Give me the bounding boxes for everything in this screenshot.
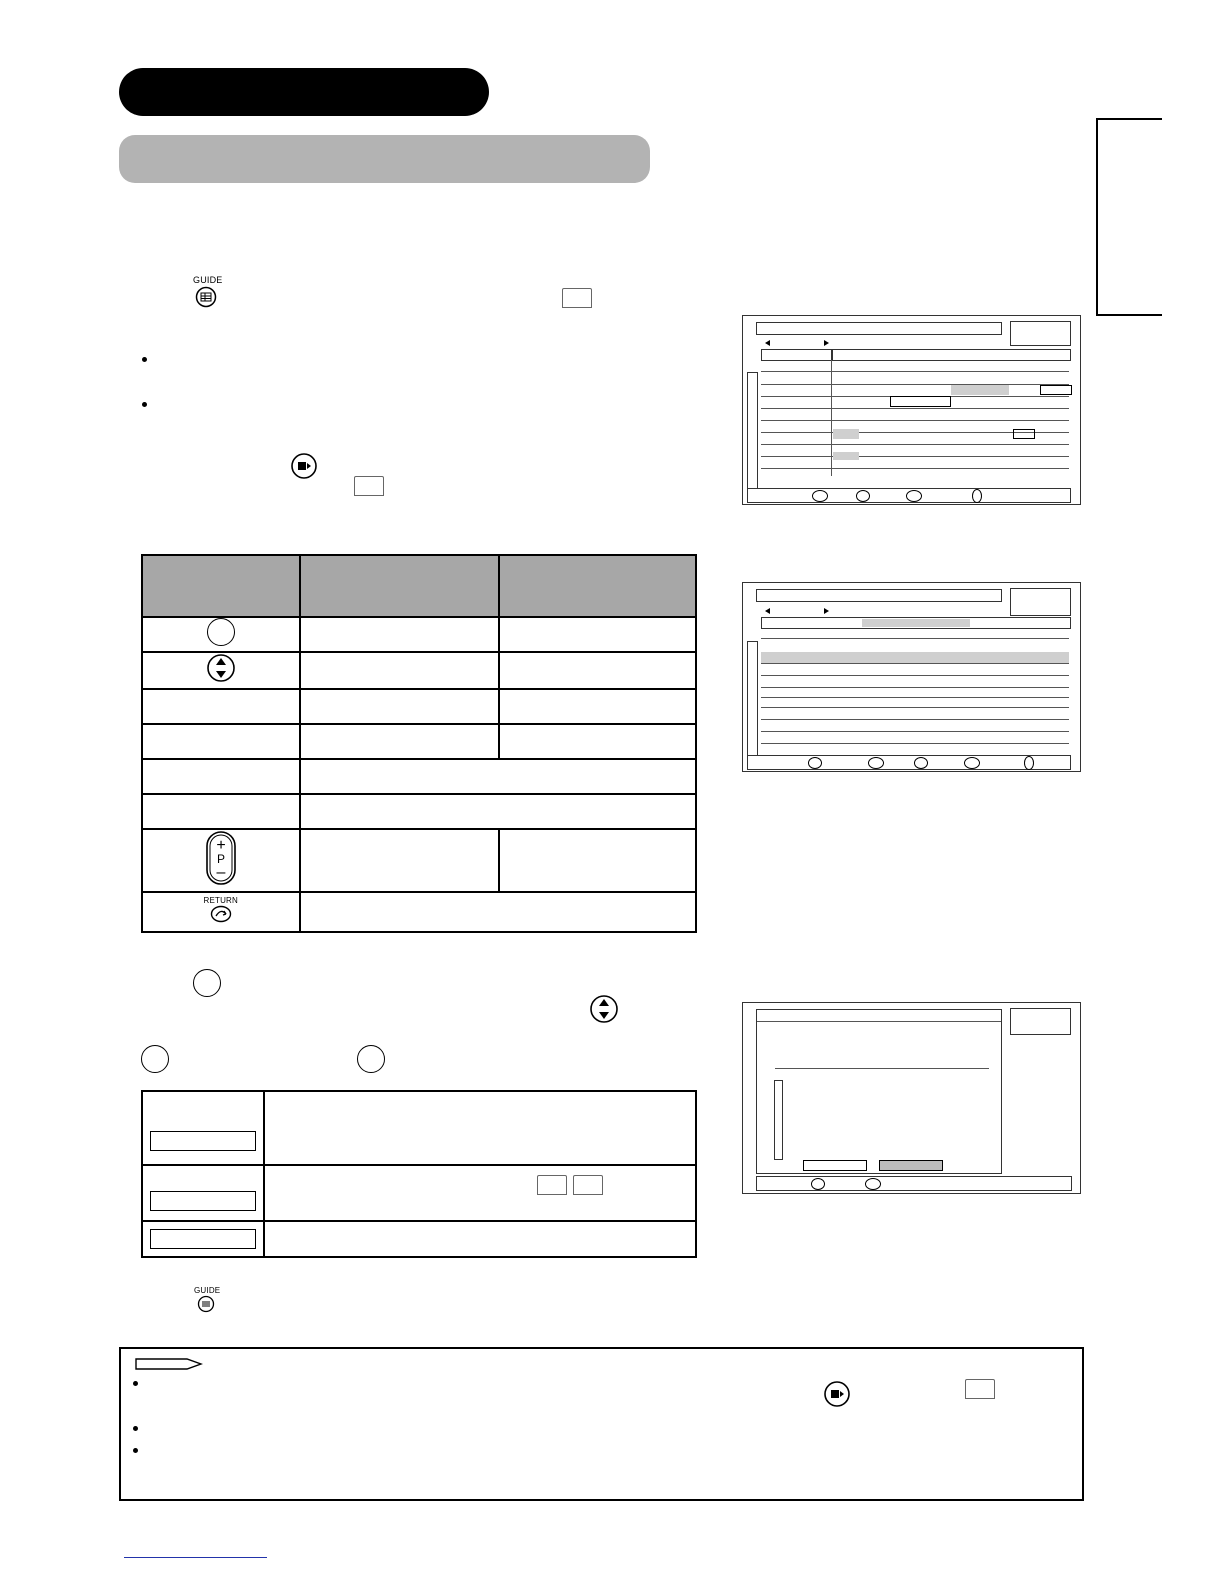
table-cell bbox=[300, 829, 499, 892]
section-title-bar bbox=[119, 68, 489, 116]
highlight-row bbox=[761, 652, 1069, 663]
info-button-icon bbox=[290, 452, 318, 480]
book-ref-icon bbox=[573, 1175, 603, 1195]
ok-button-icon bbox=[193, 969, 221, 997]
book-ref-icon bbox=[965, 1379, 995, 1399]
ok-button-icon bbox=[868, 757, 884, 769]
ok-button-icon bbox=[812, 490, 828, 502]
subsection-title-bar bbox=[119, 135, 650, 183]
option-key-cell bbox=[142, 1221, 264, 1257]
table-cell bbox=[300, 617, 499, 652]
leftright-button-icon bbox=[811, 1178, 825, 1190]
screen-footer-bar bbox=[747, 755, 1071, 770]
dialog-panel bbox=[756, 1009, 1002, 1174]
table-row-key bbox=[142, 759, 300, 794]
table-header-cell bbox=[499, 555, 696, 617]
bullet bbox=[133, 1448, 138, 1453]
selected-cell bbox=[1013, 429, 1035, 439]
guide-button-icon bbox=[197, 1295, 215, 1313]
scrollbar bbox=[774, 1080, 783, 1160]
table-cell bbox=[300, 892, 696, 932]
return-button-icon bbox=[856, 490, 870, 502]
table-cell bbox=[499, 724, 696, 759]
p-plus-minus-button-icon bbox=[204, 830, 238, 886]
note-box bbox=[119, 1347, 1084, 1501]
updown-button-icon bbox=[1024, 756, 1034, 770]
selected-channel bbox=[862, 619, 970, 627]
book-ref-icon bbox=[562, 288, 592, 308]
table-cell bbox=[300, 794, 696, 829]
option-desc-cell bbox=[264, 1165, 696, 1221]
leftright-button-icon bbox=[808, 757, 822, 769]
table-cell bbox=[499, 652, 696, 689]
guide-button-icon bbox=[195, 286, 217, 308]
screen-logo-box bbox=[1010, 321, 1071, 346]
note-arrow-icon bbox=[135, 1357, 203, 1371]
screen-title-field bbox=[756, 589, 1002, 602]
dialog-button-selected bbox=[879, 1160, 943, 1171]
dialog-button bbox=[803, 1160, 867, 1171]
table-row-key bbox=[142, 652, 300, 689]
bullet bbox=[133, 1381, 138, 1386]
column-divider bbox=[831, 360, 832, 476]
p-letter-glyph: P bbox=[216, 852, 225, 866]
option-button-box bbox=[150, 1131, 256, 1151]
option-button-box bbox=[150, 1229, 256, 1249]
option-desc-cell bbox=[264, 1221, 696, 1257]
guide-button-label: GUIDE bbox=[194, 1286, 221, 1295]
table-header-cell bbox=[300, 555, 499, 617]
footer-rule bbox=[124, 1557, 267, 1558]
key-function-table bbox=[141, 554, 697, 933]
programme-cell bbox=[890, 396, 951, 407]
circle-button-icon bbox=[141, 1045, 169, 1073]
return-button-label: RETURN bbox=[203, 896, 239, 905]
p-minus-glyph: – bbox=[216, 864, 226, 881]
book-ref-icon bbox=[354, 476, 384, 496]
info-button-icon bbox=[964, 757, 980, 769]
channel-header bbox=[761, 349, 833, 361]
table-row-key bbox=[142, 617, 300, 652]
option-table bbox=[141, 1090, 697, 1258]
highlight-cell bbox=[951, 385, 1009, 395]
updown-button-icon bbox=[972, 489, 982, 503]
return-button-icon bbox=[914, 757, 928, 769]
side-chapter-tab bbox=[1096, 118, 1162, 316]
screen-footer-bar bbox=[747, 488, 1071, 503]
screen-logo-box bbox=[1010, 1008, 1071, 1035]
screen-programme-guide-grid bbox=[742, 315, 1081, 505]
table-row-key bbox=[142, 794, 300, 829]
screen-title-field bbox=[756, 322, 1002, 335]
book-ref-icon bbox=[537, 1175, 567, 1195]
table-cell bbox=[300, 724, 499, 759]
updown-button-icon bbox=[206, 653, 236, 683]
option-key-cell bbox=[142, 1165, 264, 1221]
time-header bbox=[831, 349, 1071, 361]
option-desc-cell bbox=[264, 1091, 696, 1165]
return-button-icon bbox=[210, 905, 232, 923]
table-cell bbox=[300, 652, 499, 689]
table-row-key bbox=[142, 724, 300, 759]
table-cell bbox=[300, 689, 499, 724]
p-plus-glyph: + bbox=[216, 837, 226, 854]
highlight-cell bbox=[833, 429, 859, 439]
info-button-icon bbox=[823, 1380, 851, 1408]
info-button-icon bbox=[906, 490, 922, 502]
ok-button-icon bbox=[865, 1178, 881, 1190]
circle-button-icon bbox=[357, 1045, 385, 1073]
ok-button-icon bbox=[207, 618, 235, 646]
option-button-box bbox=[150, 1191, 256, 1211]
option-key-cell bbox=[142, 1091, 264, 1165]
scrollbar bbox=[747, 372, 758, 489]
table-cell bbox=[499, 617, 696, 652]
guide-button-label: GUIDE bbox=[193, 275, 223, 285]
bullet bbox=[133, 1426, 138, 1431]
table-row-key bbox=[142, 892, 300, 932]
channel-selector bbox=[761, 617, 1071, 629]
highlight-cell bbox=[833, 452, 859, 460]
updown-button-icon bbox=[589, 994, 619, 1024]
scrollbar bbox=[747, 641, 758, 756]
screen-programme-guide-dialog bbox=[742, 1002, 1081, 1194]
table-row-key bbox=[142, 689, 300, 724]
date-arrows-icon bbox=[763, 338, 833, 348]
table-cell bbox=[300, 759, 696, 794]
screen-footer-bar bbox=[756, 1176, 1072, 1191]
bullet bbox=[142, 402, 147, 407]
date-arrows-icon bbox=[763, 606, 833, 616]
table-cell bbox=[499, 829, 696, 892]
table-row-key bbox=[142, 829, 300, 892]
bullet bbox=[142, 357, 147, 362]
table-header-cell bbox=[142, 555, 300, 617]
selected-cell bbox=[1040, 385, 1072, 395]
table-cell bbox=[499, 689, 696, 724]
screen-logo-box bbox=[1010, 588, 1071, 616]
screen-programme-guide-list bbox=[742, 582, 1081, 772]
